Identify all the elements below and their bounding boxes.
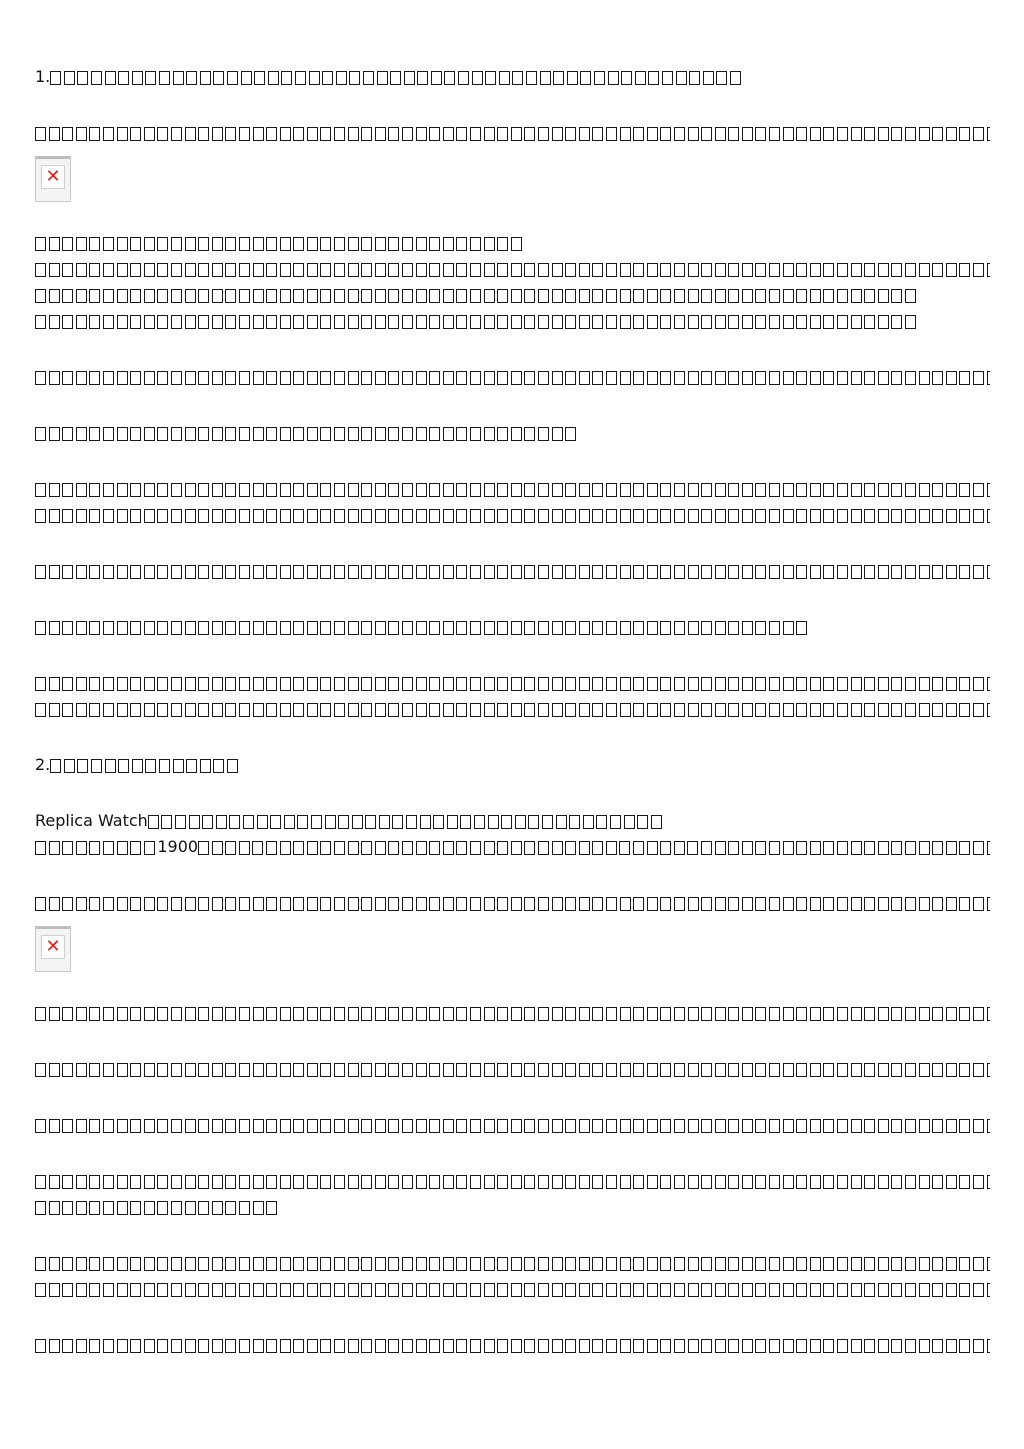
- missing-glyph-run: [35, 558, 990, 584]
- missing-glyph-run: [35, 308, 919, 334]
- missing-glyph-run: [35, 1276, 990, 1302]
- text-line: [35, 1168, 990, 1194]
- missing-glyph-run: [35, 256, 990, 282]
- line-inline-text: 1900: [157, 837, 199, 856]
- text-line: [35, 1194, 990, 1220]
- missing-glyph-run: [35, 502, 990, 528]
- missing-glyph-run: [35, 670, 990, 696]
- missing-glyph-run: [35, 1168, 990, 1194]
- missing-glyph-run: [35, 890, 990, 916]
- text-line: [35, 1056, 990, 1082]
- text-line: [35, 614, 990, 640]
- missing-glyph-run: [35, 1332, 990, 1358]
- article-body: [35, 64, 990, 1358]
- text-line: [35, 1112, 990, 1138]
- missing-glyph-run: [35, 614, 810, 640]
- missing-glyph-run: [35, 1056, 990, 1082]
- missing-glyph-run: [35, 120, 990, 146]
- text-line: [35, 752, 990, 778]
- broken-image-placeholder-2: [35, 926, 990, 974]
- text-line: [35, 558, 990, 584]
- text-line: [35, 282, 990, 308]
- text-line: [35, 1332, 990, 1358]
- missing-glyph-run: [35, 1112, 990, 1138]
- missing-glyph-run: [35, 1000, 990, 1026]
- line-prefix-text: 2.: [35, 755, 51, 774]
- missing-glyph-run: [50, 64, 743, 90]
- text-line: [35, 64, 990, 90]
- text-line: [35, 308, 990, 334]
- missing-glyph-run: [35, 476, 990, 502]
- text-line: [35, 256, 990, 282]
- broken-image-placeholder-1: [35, 156, 990, 204]
- line-prefix-text: 1.: [35, 67, 51, 86]
- text-line: [35, 834, 990, 860]
- text-line: [35, 120, 990, 146]
- missing-glyph-run: [35, 420, 579, 446]
- text-line: [35, 364, 990, 390]
- text-line: [35, 696, 990, 722]
- text-line: [35, 890, 990, 916]
- missing-glyph-run: [198, 834, 990, 860]
- text-line: [35, 230, 990, 256]
- missing-glyph-run: [35, 1194, 280, 1220]
- missing-glyph-run: [148, 808, 665, 834]
- text-line: [35, 1276, 990, 1302]
- missing-glyph-run: [35, 230, 524, 256]
- missing-glyph-run: [35, 282, 919, 308]
- missing-glyph-run: [50, 752, 240, 778]
- missing-glyph-run: [35, 696, 990, 722]
- missing-glyph-run: [35, 1250, 990, 1276]
- text-line: [35, 420, 990, 446]
- text-line: [35, 1000, 990, 1026]
- text-line: [35, 1250, 990, 1276]
- text-line: [35, 476, 990, 502]
- text-line: [35, 670, 990, 696]
- missing-glyph-run: [35, 364, 990, 390]
- broken-image-icon: ✕: [35, 926, 71, 972]
- broken-image-icon: ✕: [35, 156, 71, 202]
- text-line: [35, 808, 990, 834]
- missing-glyph-run: [35, 834, 157, 860]
- line-prefix-text: Replica Watch: [35, 811, 148, 830]
- text-line: [35, 502, 990, 528]
